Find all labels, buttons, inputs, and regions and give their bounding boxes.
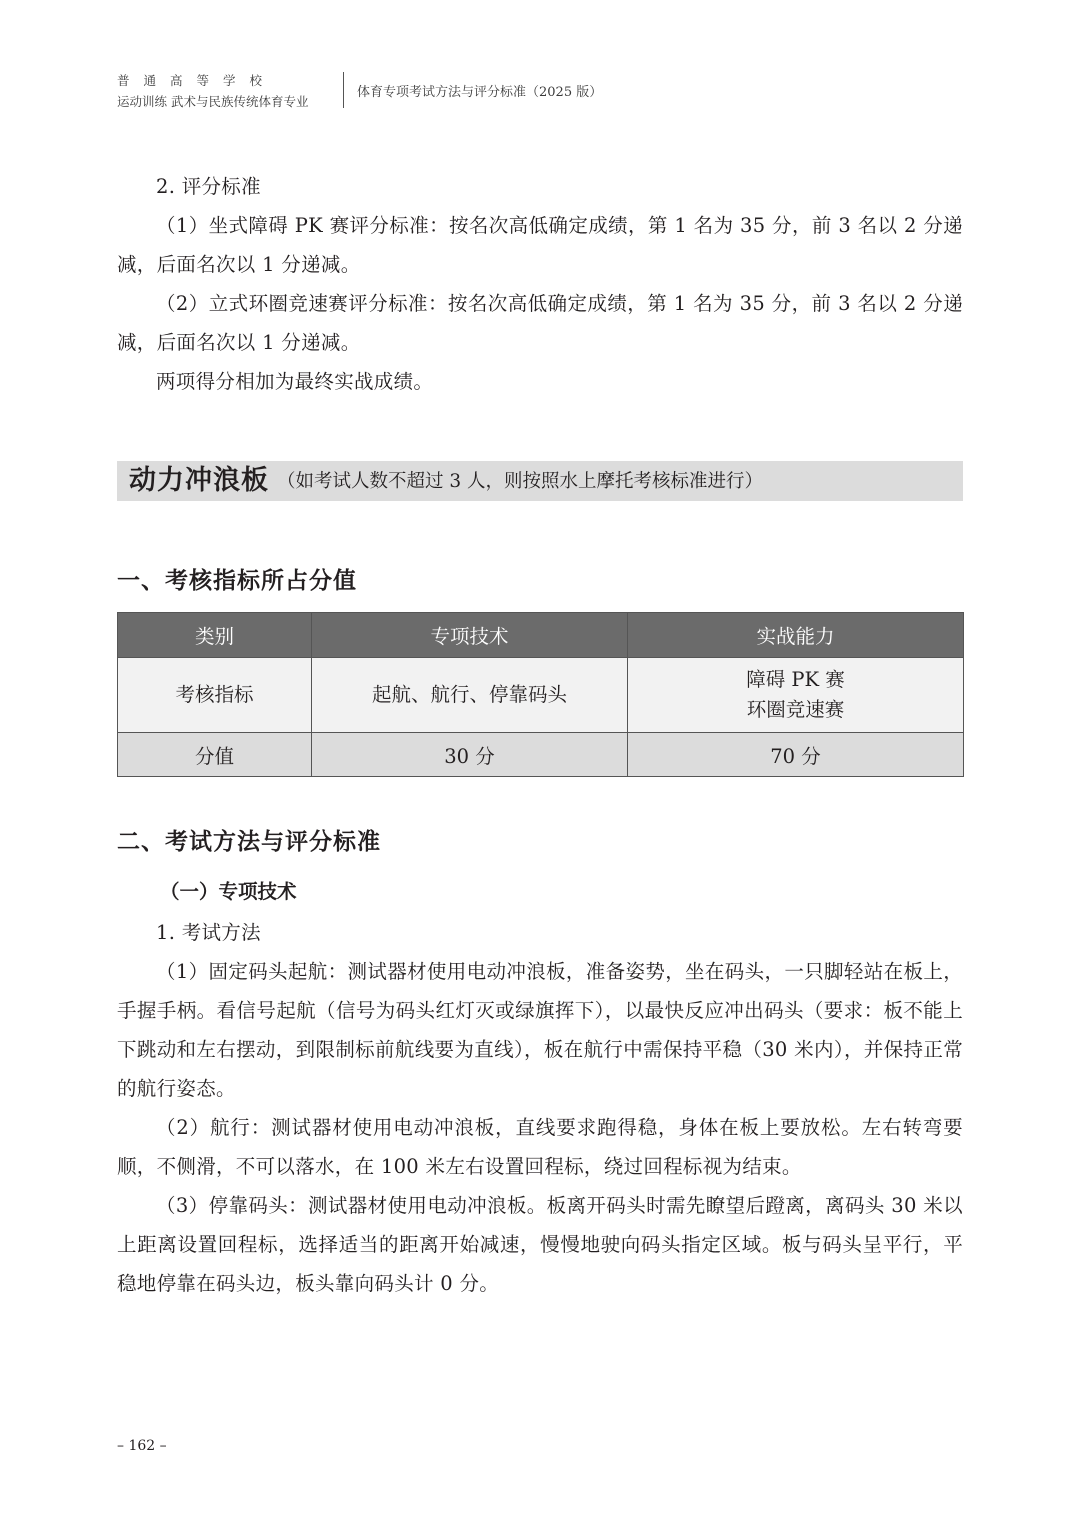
section-title-weights: 一、考核指标所占分值 [117,567,357,594]
subsection-title: （一）专项技术 [160,880,297,903]
table-cell-technique: 起航、航行、停靠码头 [312,658,628,733]
method-heading: 1. 考试方法 [156,921,261,944]
scoring-standard-block [117,167,963,401]
table-row [118,733,964,777]
page-number: – 162 – [117,1438,167,1454]
sport-banner [117,461,963,501]
table-header-category: 类别 [118,613,312,658]
table-cell-technique-score: 30 分 [312,733,628,777]
table-cell-combat-score: 70 分 [628,733,964,777]
header-left [117,70,332,112]
combat-item-pk: 障碍 PK 赛 [746,668,845,691]
table-cell-label: 分值 [118,733,312,777]
section-title-methods: 二、考试方法与评分标准 [117,828,381,855]
combat-item-race: 环圈竞速赛 [746,698,845,721]
method-paragraph-3: （3）停靠码头：测试器材使用电动冲浪板。板离开码头时需先瞭望后蹬离，离码头 30 米以上距离设置回程标，选择适当的距离开始减速，慢慢地驶向码头指定区域。板与码头呈平行，平稳地停靠在码头边，板头靠向码头计 0 分。 [117,1194,963,1295]
scoring-paragraph-3: 两项得分相加为最终实战成绩。 [156,370,434,393]
table-header-technique: 专项技术 [312,613,628,658]
scoring-paragraph-2: （2）立式环圈竞速赛评分标准：按名次高低确定成绩，第 1 名为 35 分，前 3 名以 2 分递减，后面名次以 1 分递减。 [117,292,963,354]
table-row [118,658,964,733]
table-header-combat: 实战能力 [628,613,964,658]
table-cell-combat [628,658,964,733]
sport-title: 动力冲浪板 [129,465,269,496]
method-paragraph-1: （1）固定码头起航：测试器材使用电动冲浪板，准备姿势，坐在码头，一只脚轻站在板上，手握手柄。看信号起航（信号为码头红灯灭或绿旗挥下），以最快反应冲出码头（要求：板不能上下跳动和左右摆动，到限制标前航线要为直线），板在航行中需保持平稳（30 米内），并保持正常的航行姿态。 [117,960,963,1100]
header-divider [343,72,344,108]
method-paragraph-2: （2）航行：测试器材使用电动冲浪板，直线要求跑得稳，身体在板上要放松。左右转弯要顺，不侧滑，不可以落水，在 100 米左右设置回程标，绕过回程标视为结束。 [117,1116,963,1178]
header-school-type: 普通高等学校 [117,73,277,88]
sport-note: （如考试人数不超过 3 人，则按照水上摩托考核标准进行） [277,471,764,492]
scoring-paragraph-1: （1）坐式障碍 PK 赛评分标准：按名次高低确定成绩，第 1 名为 35 分，前 3 名以 2 分递减，后面名次以 1 分递减。 [117,214,963,276]
scoring-standard-heading: 2. 评分标准 [156,175,261,198]
method-block [117,913,963,1303]
header-book-title: 体育专项考试方法与评分标准（2025 版） [357,85,603,100]
header-major: 运动训练 武术与民族传统体育专业 [117,94,309,109]
table-header-row [118,613,964,658]
score-weight-table [117,612,964,777]
running-header [117,70,677,112]
table-cell-label: 考核指标 [118,658,312,733]
